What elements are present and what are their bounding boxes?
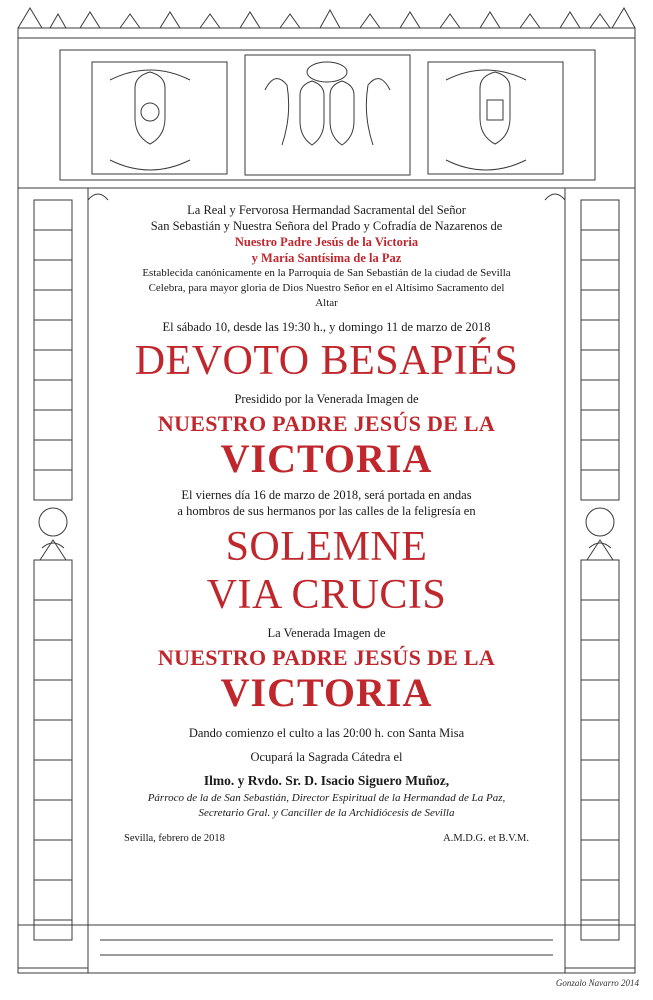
brotherhood-title-1: Nuestro Padre Jesús de la Victoria [234,235,419,249]
image-name-line-2: VICTORIA [220,436,433,481]
celebrates-line: Celebra, para mayor gloria de Dios Nuestro Señor en el Altísimo Sacramento del [148,282,505,294]
via-crucis-title-1: SOLEMNE [225,524,428,570]
image-name-line-3: NUESTRO PADRE JESÚS DE LA [157,645,496,670]
left-pillar [18,188,88,968]
preacher-role-2: Secretario Gral. y Canciller de la Archidiócesis de Sevilla [198,807,455,819]
motto: A.M.D.G. et B.V.M. [443,833,529,844]
presided-line: Presidido por la Venerada Imagen de [234,392,419,406]
heraldic-panel-left [92,62,227,174]
occupy-line: Ocupará la Sagrada Cátedra el [250,750,403,764]
artist-signature: Gonzalo Navarro 2014 [555,978,639,988]
image-name-line-1: NUESTRO PADRE JESÚS DE LA [157,411,496,436]
via-crucis-route-line: a hombros de sus hermanos por las calles de la feligresía en [177,504,476,518]
footer-row [100,833,553,844]
brotherhood-line-1: La Real y Fervorosa Hermandad Sacramental del Señor [187,203,466,217]
preacher-role-1: Párroco de la de San Sebastián, Director Espiritual de la Hermandad de La Paz, [147,792,506,804]
mass-start-line: Dando comienzo el culto a las 20:00 h. con Santa Misa [188,726,465,740]
besapies-dates: El sábado 10, desde las 19:30 h., y domingo 11 de marzo de 2018 [162,320,491,334]
established-line: Establecida canónicamente en la Parroquia de San Sebastián de la ciudad de Sevilla [142,267,511,279]
venerated-line: La Venerada Imagen de [267,626,386,640]
heraldic-panel-center [245,55,410,175]
via-crucis-date-line: El viernes día 16 de marzo de 2018, será portada en andas [181,488,472,502]
heraldic-panel-right [428,62,563,174]
image-name-line-4: VICTORIA [220,670,433,715]
place-date: Sevilla, febrero de 2018 [124,833,225,844]
besapies-title: DEVOTO BESAPIÉS [134,338,519,384]
top-crest [18,8,635,38]
via-crucis-title-2: VIA CRUCIS [206,572,447,618]
brotherhood-line-2: San Sebastián y Nuestra Señora del Prado y Cofradía de Nazarenos de [150,219,503,233]
right-pillar [565,188,635,968]
announcement-body [100,200,553,915]
brotherhood-title-2: y María Santísima de la Paz [251,251,402,265]
preacher-name: Ilmo. y Rvdo. Sr. D. Isacio Siguero Muñoz, [203,773,450,788]
celebrates-line-cont: Altar [315,297,338,309]
base-plinth [18,925,635,973]
